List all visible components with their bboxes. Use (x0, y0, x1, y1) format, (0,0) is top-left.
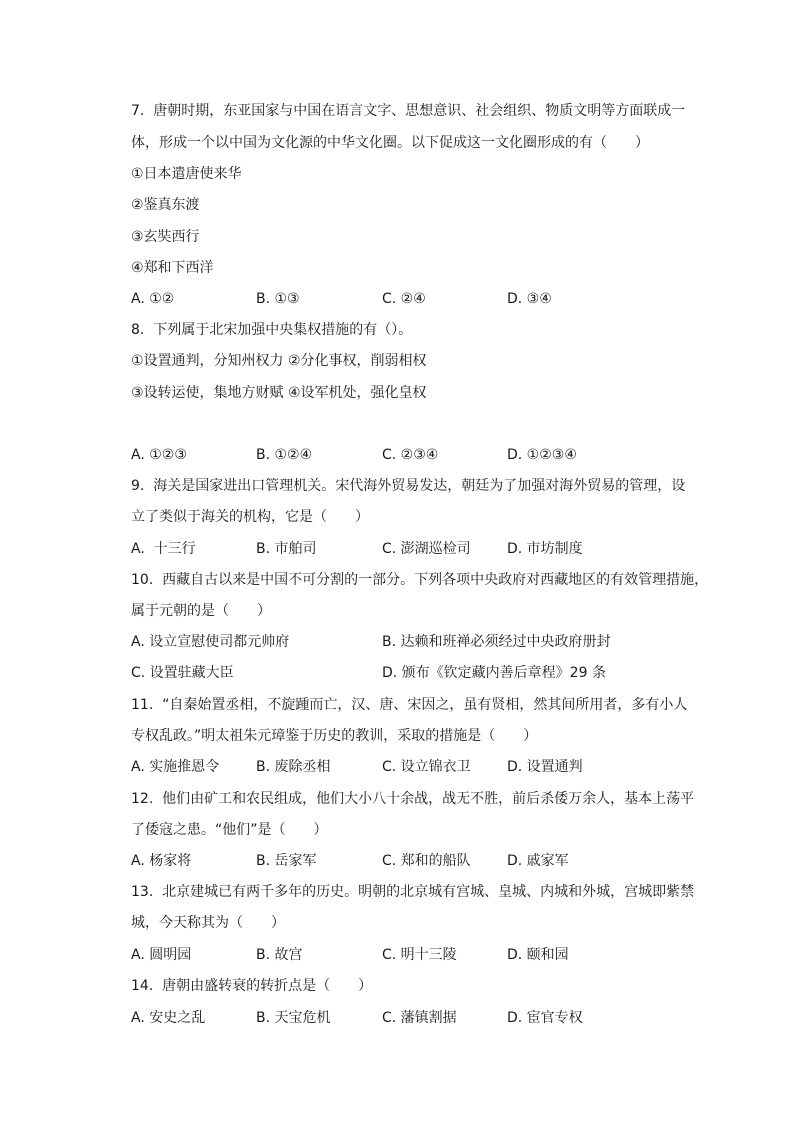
question-7-option-d: D. ③④ (507, 291, 552, 307)
question-13-option-a: A. 圆明园 (131, 947, 192, 963)
question-10-option-a: A. 设立宣慰使司都元帅府 (131, 634, 290, 650)
question-7-option-b: B. ①③ (256, 291, 300, 307)
question-13-option-c: C. 明十三陵 (382, 947, 457, 963)
question-8-option-c: C. ②③④ (382, 447, 439, 463)
question-12-option-b: B. 岳家军 (256, 853, 317, 869)
question-11-option-b: B. 废除丞相 (256, 759, 331, 775)
question-7-item-3: ③玄奘西行 (131, 229, 200, 245)
question-11-option-a: A. 实施推恩令 (131, 759, 220, 775)
question-14-option-a: A. 安史之乱 (131, 1010, 206, 1026)
question-13-option-d: D. 颐和园 (507, 947, 569, 963)
question-7-item-1: ①日本遣唐使来华 (131, 166, 242, 182)
question-7-item-4: ④郑和下西洋 (131, 260, 214, 276)
question-9-option-c: C. 澎湖巡检司 (382, 541, 471, 557)
question-7-stem-line-1: 7. 唐朝时期，东亚国家与中国在语言文字、思想意识、社会组织、物质文明等方面联成一 (131, 103, 686, 119)
question-10-option-d: D. 颁布《钦定藏内善后章程》29 条 (382, 665, 606, 681)
question-9-option-d: D. 市坊制度 (507, 541, 583, 557)
question-12-option-a: A. 杨家将 (131, 853, 192, 869)
question-7-option-a: A. ①② (131, 291, 175, 307)
question-10-option-c: C. 设置驻藏大臣 (131, 665, 234, 681)
question-8-item-2: ③设转运使，集地方财赋 ④设军机处，强化皇权 (131, 385, 427, 401)
question-11-option-c: C. 设立锦衣卫 (382, 759, 471, 775)
question-9-option-a: A. 十三行 (131, 541, 196, 557)
question-8-option-a: A. ①②③ (131, 447, 187, 463)
question-8-stem-line-1: 8. 下列属于北宋加强中央集权措施的有（）。 (131, 322, 413, 338)
question-7-item-2: ②鉴真东渡 (131, 197, 200, 213)
question-10-stem-line-1: 10. 西藏自古以来是中国不可分割的一部分。下列各项中央政府对西藏地区的有效管理措施， (131, 572, 709, 588)
question-7-stem-line-2: 体，形成一个以中国为文化源的中华文化圈。以下促成这一文化圈形成的有（ ） (131, 135, 649, 151)
question-12-option-c: C. 郑和的船队 (382, 853, 471, 869)
question-13-stem-line-2: 城，今天称其为（ ） (131, 915, 285, 931)
question-12-stem-line-1: 12. 他们由矿工和农民组成，他们大小八十余战，战无不胜，前后杀倭万余人，基本上荡平 (131, 791, 695, 807)
question-12-option-d: D. 戚家军 (507, 853, 569, 869)
question-12-stem-line-2: 了倭寇之患。“他们”是（ ） (131, 822, 328, 838)
question-11-stem-line-1: 11. “自秦始置丞相，不旋踵而亡，汉、唐、宋因之，虽有贤相，然其间所用者，多有小人 (131, 697, 688, 713)
question-8-option-d: D. ①②③④ (507, 447, 577, 463)
question-9-stem-line-1: 9. 海关是国家进出口管理机关。宋代海外贸易发达，朝廷为了加强对海外贸易的管理，设 (131, 478, 686, 494)
question-13-stem-line-1: 13. 北京建城已有两千多年的历史。明朝的北京城有宫城、皇城、内城和外城，宫城即紫禁 (131, 884, 695, 900)
question-14-option-b: B. 天宝危机 (256, 1010, 331, 1026)
question-9-option-b: B. 市舶司 (256, 541, 317, 557)
question-11-option-d: D. 设置通判 (507, 759, 583, 775)
question-11-stem-line-2: 专权乱政。”明太祖朱元璋鉴于历史的教训，采取的措施是（ ） (131, 728, 538, 744)
question-9-stem-line-2: 立了类似于海关的机构，它是（ ） (131, 509, 369, 525)
question-8-item-1: ①设置通判，分知州权力 ②分化事权，削弱相权 (131, 353, 427, 369)
question-14-option-d: D. 宦官专权 (507, 1010, 583, 1026)
question-10-option-b: B. 达赖和班禅必须经过中央政府册封 (382, 634, 611, 650)
question-10-stem-line-2: 属于元朝的是（ ） (131, 603, 271, 619)
question-7-option-c: C. ②④ (382, 291, 426, 307)
question-14-stem-line-1: 14. 唐朝由盛转衰的转折点是（ ） (131, 978, 373, 994)
question-8-option-b: B. ①②④ (256, 447, 313, 463)
question-14-option-c: C. 藩镇割据 (382, 1010, 457, 1026)
question-13-option-b: B. 故宫 (256, 947, 303, 963)
